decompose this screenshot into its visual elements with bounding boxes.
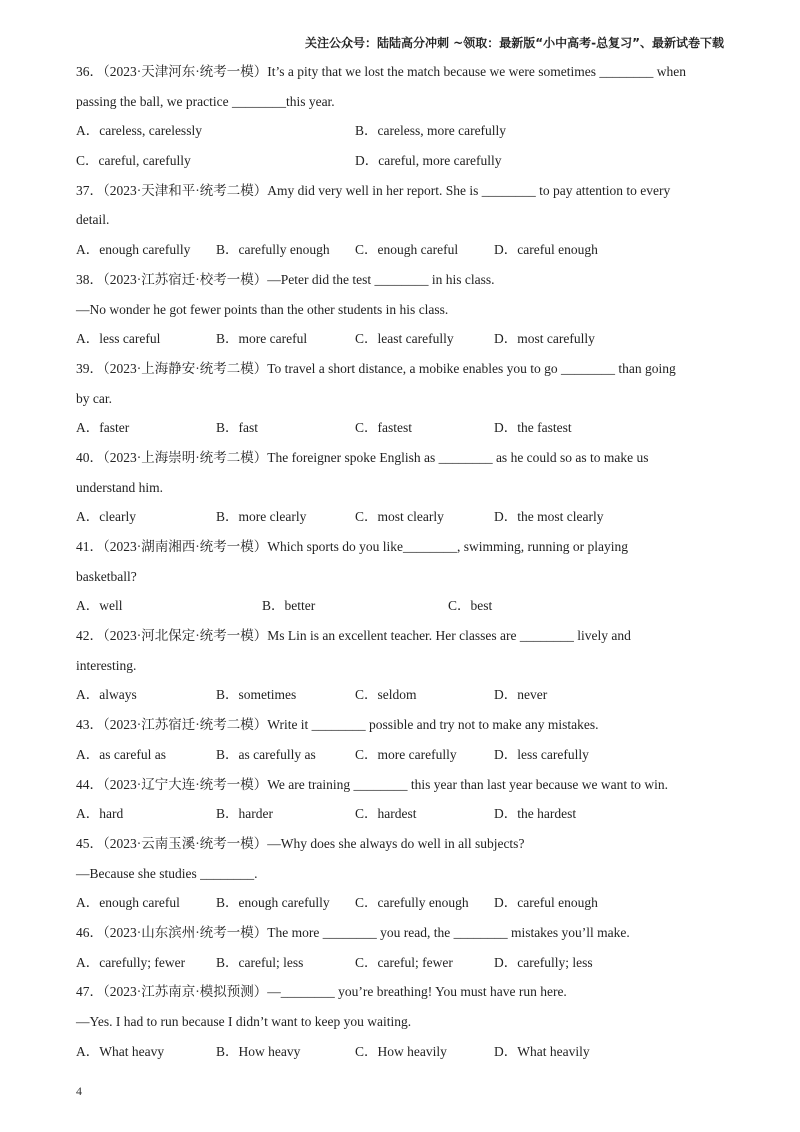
answer-option: A．less careful: [76, 331, 161, 347]
options-row: [76, 680, 726, 710]
question-text-line: 37．（2023·天津和平·统考二模）Amy did very well in her report. She is ________ to pay attention to every: [76, 182, 671, 198]
answer-option: A．enough carefully: [76, 242, 191, 258]
page-header: 关注公众号：陆陆高分冲刺 ~领取：最新版“小中高考-总复习”、最新试卷下载: [305, 36, 724, 50]
answer-option: B．enough carefully: [216, 895, 330, 911]
answer-option: A．clearly: [76, 509, 136, 525]
options-row: [76, 948, 726, 978]
question-text-line: 42．（2023·河北保定·统考一模）Ms Lin is an excellent teacher. Her classes are ________ lively and: [76, 628, 631, 644]
answer-option: C．more carefully: [355, 746, 457, 762]
options-row: [76, 116, 726, 146]
question-text-line: basketball?: [76, 568, 137, 584]
answer-option: D．less carefully: [494, 746, 589, 762]
question-text-line: —Because she studies ________.: [76, 865, 258, 881]
question-text-line: 44．（2023·辽宁大连·统考一模）We are training ________ this year than last year because we want to win.: [76, 776, 669, 792]
answer-option: C．fastest: [355, 420, 412, 436]
question-text-line: detail.: [76, 212, 110, 228]
answer-option: D．careful enough: [494, 242, 598, 258]
answer-option: D．careful, more carefully: [355, 153, 502, 169]
answer-option: D．What heavily: [494, 1043, 590, 1059]
answer-option: C．enough careful: [355, 242, 459, 258]
options-row: [76, 591, 726, 621]
answer-option: A．faster: [76, 420, 130, 436]
question-text-line: 47．（2023·江苏南京·模拟预测）—________ you’re breathing! You must have run here.: [76, 984, 567, 1000]
question-text-line: 36．（2023·天津河东·统考一模）It’s a pity that we lost the match because we were sometimes ________ when: [76, 64, 687, 79]
answer-option: A．careless, carelessly: [76, 123, 202, 139]
options-row: [76, 413, 726, 443]
answer-option: B．fast: [216, 420, 258, 436]
answer-option: D．the most clearly: [494, 509, 604, 525]
question-text-line: interesting.: [76, 657, 137, 673]
answer-option: B．sometimes: [216, 687, 297, 703]
question-text-line: 45．（2023·云南玉溪·统考一模）—Why does she always do well in all subjects?: [76, 835, 525, 851]
answer-option: D．never: [494, 687, 548, 703]
answer-option: A．well: [76, 598, 123, 614]
answer-option: B．careless, more carefully: [355, 123, 507, 139]
answer-option: C．least carefully: [355, 331, 454, 347]
question-text-line: understand him.: [76, 479, 163, 495]
options-row: [76, 235, 726, 265]
answer-option: A．enough careful: [76, 895, 180, 911]
answer-option: B．harder: [216, 806, 273, 822]
options-row: [76, 324, 726, 354]
question-text-line: by car.: [76, 390, 112, 406]
question-text-line: —Yes. I had to run because I didn’t want to keep you waiting.: [76, 1014, 412, 1029]
answer-option: B．How heavy: [216, 1043, 301, 1059]
answer-option: A．What heavy: [76, 1043, 165, 1059]
answer-option: D．carefully; less: [494, 954, 593, 970]
answer-option: D．the fastest: [494, 420, 572, 436]
answer-option: B．more clearly: [216, 509, 307, 525]
answer-option: D．most carefully: [494, 331, 595, 347]
question-text-line: passing the ball, we practice ________this year.: [76, 93, 335, 109]
question-text-line: —No wonder he got fewer points than the other students in his class.: [76, 301, 449, 317]
answer-option: B．carefully enough: [216, 242, 330, 258]
answer-option: B．as carefully as: [216, 746, 316, 762]
question-text-line: 46．（2023·山东滨州·统考一模）The more ________ you read, the ________ mistakes you’ll make.: [76, 924, 630, 940]
answer-option: B．better: [262, 598, 316, 614]
answer-option: B．more careful: [216, 331, 308, 347]
answer-option: C．seldom: [355, 687, 417, 703]
options-row: [76, 799, 726, 829]
answer-option: C．best: [448, 598, 493, 614]
options-row: [76, 502, 726, 532]
answer-option: C．How heavily: [355, 1043, 447, 1059]
options-row: [76, 740, 726, 770]
answer-option: C．carefully enough: [355, 895, 469, 911]
answer-option: A．carefully; fewer: [76, 954, 186, 970]
question-text-line: 41．（2023·湖南湘西·统考一模）Which sports do you like________, swimming, running or playing: [76, 539, 628, 554]
answer-option: C．careful, carefully: [76, 153, 191, 169]
page-number: 4: [76, 1084, 82, 1098]
question-list: [76, 57, 726, 1066]
options-row: [76, 146, 726, 176]
answer-option: C．most clearly: [355, 509, 444, 525]
question-text-line: 40．（2023·上海崇明·统考二模）The foreigner spoke English as ________ as he could so as to make us: [76, 449, 649, 465]
question-text-line: 43．（2023·江苏宿迁·统考二模）Write it ________ possible and try not to make any mistakes.: [76, 717, 599, 733]
question-text-line: 39．（2023·上海静安·统考二模）To travel a short distance, a mobike enables you to go ________ than going: [76, 360, 676, 376]
answer-option: D．careful enough: [494, 895, 598, 911]
answer-option: C．hardest: [355, 806, 417, 822]
answer-option: D．the hardest: [494, 806, 577, 822]
question-text-line: 38．（2023·江苏宿迁·校考一模）—Peter did the test ________ in his class.: [76, 271, 495, 287]
options-row: [76, 1037, 726, 1067]
answer-option: C．careful; fewer: [355, 954, 453, 970]
options-row: [76, 888, 726, 918]
answer-option: A．hard: [76, 806, 124, 822]
answer-option: B．careful; less: [216, 954, 304, 970]
answer-option: A．as careful as: [76, 746, 166, 762]
answer-option: A．always: [76, 687, 137, 703]
